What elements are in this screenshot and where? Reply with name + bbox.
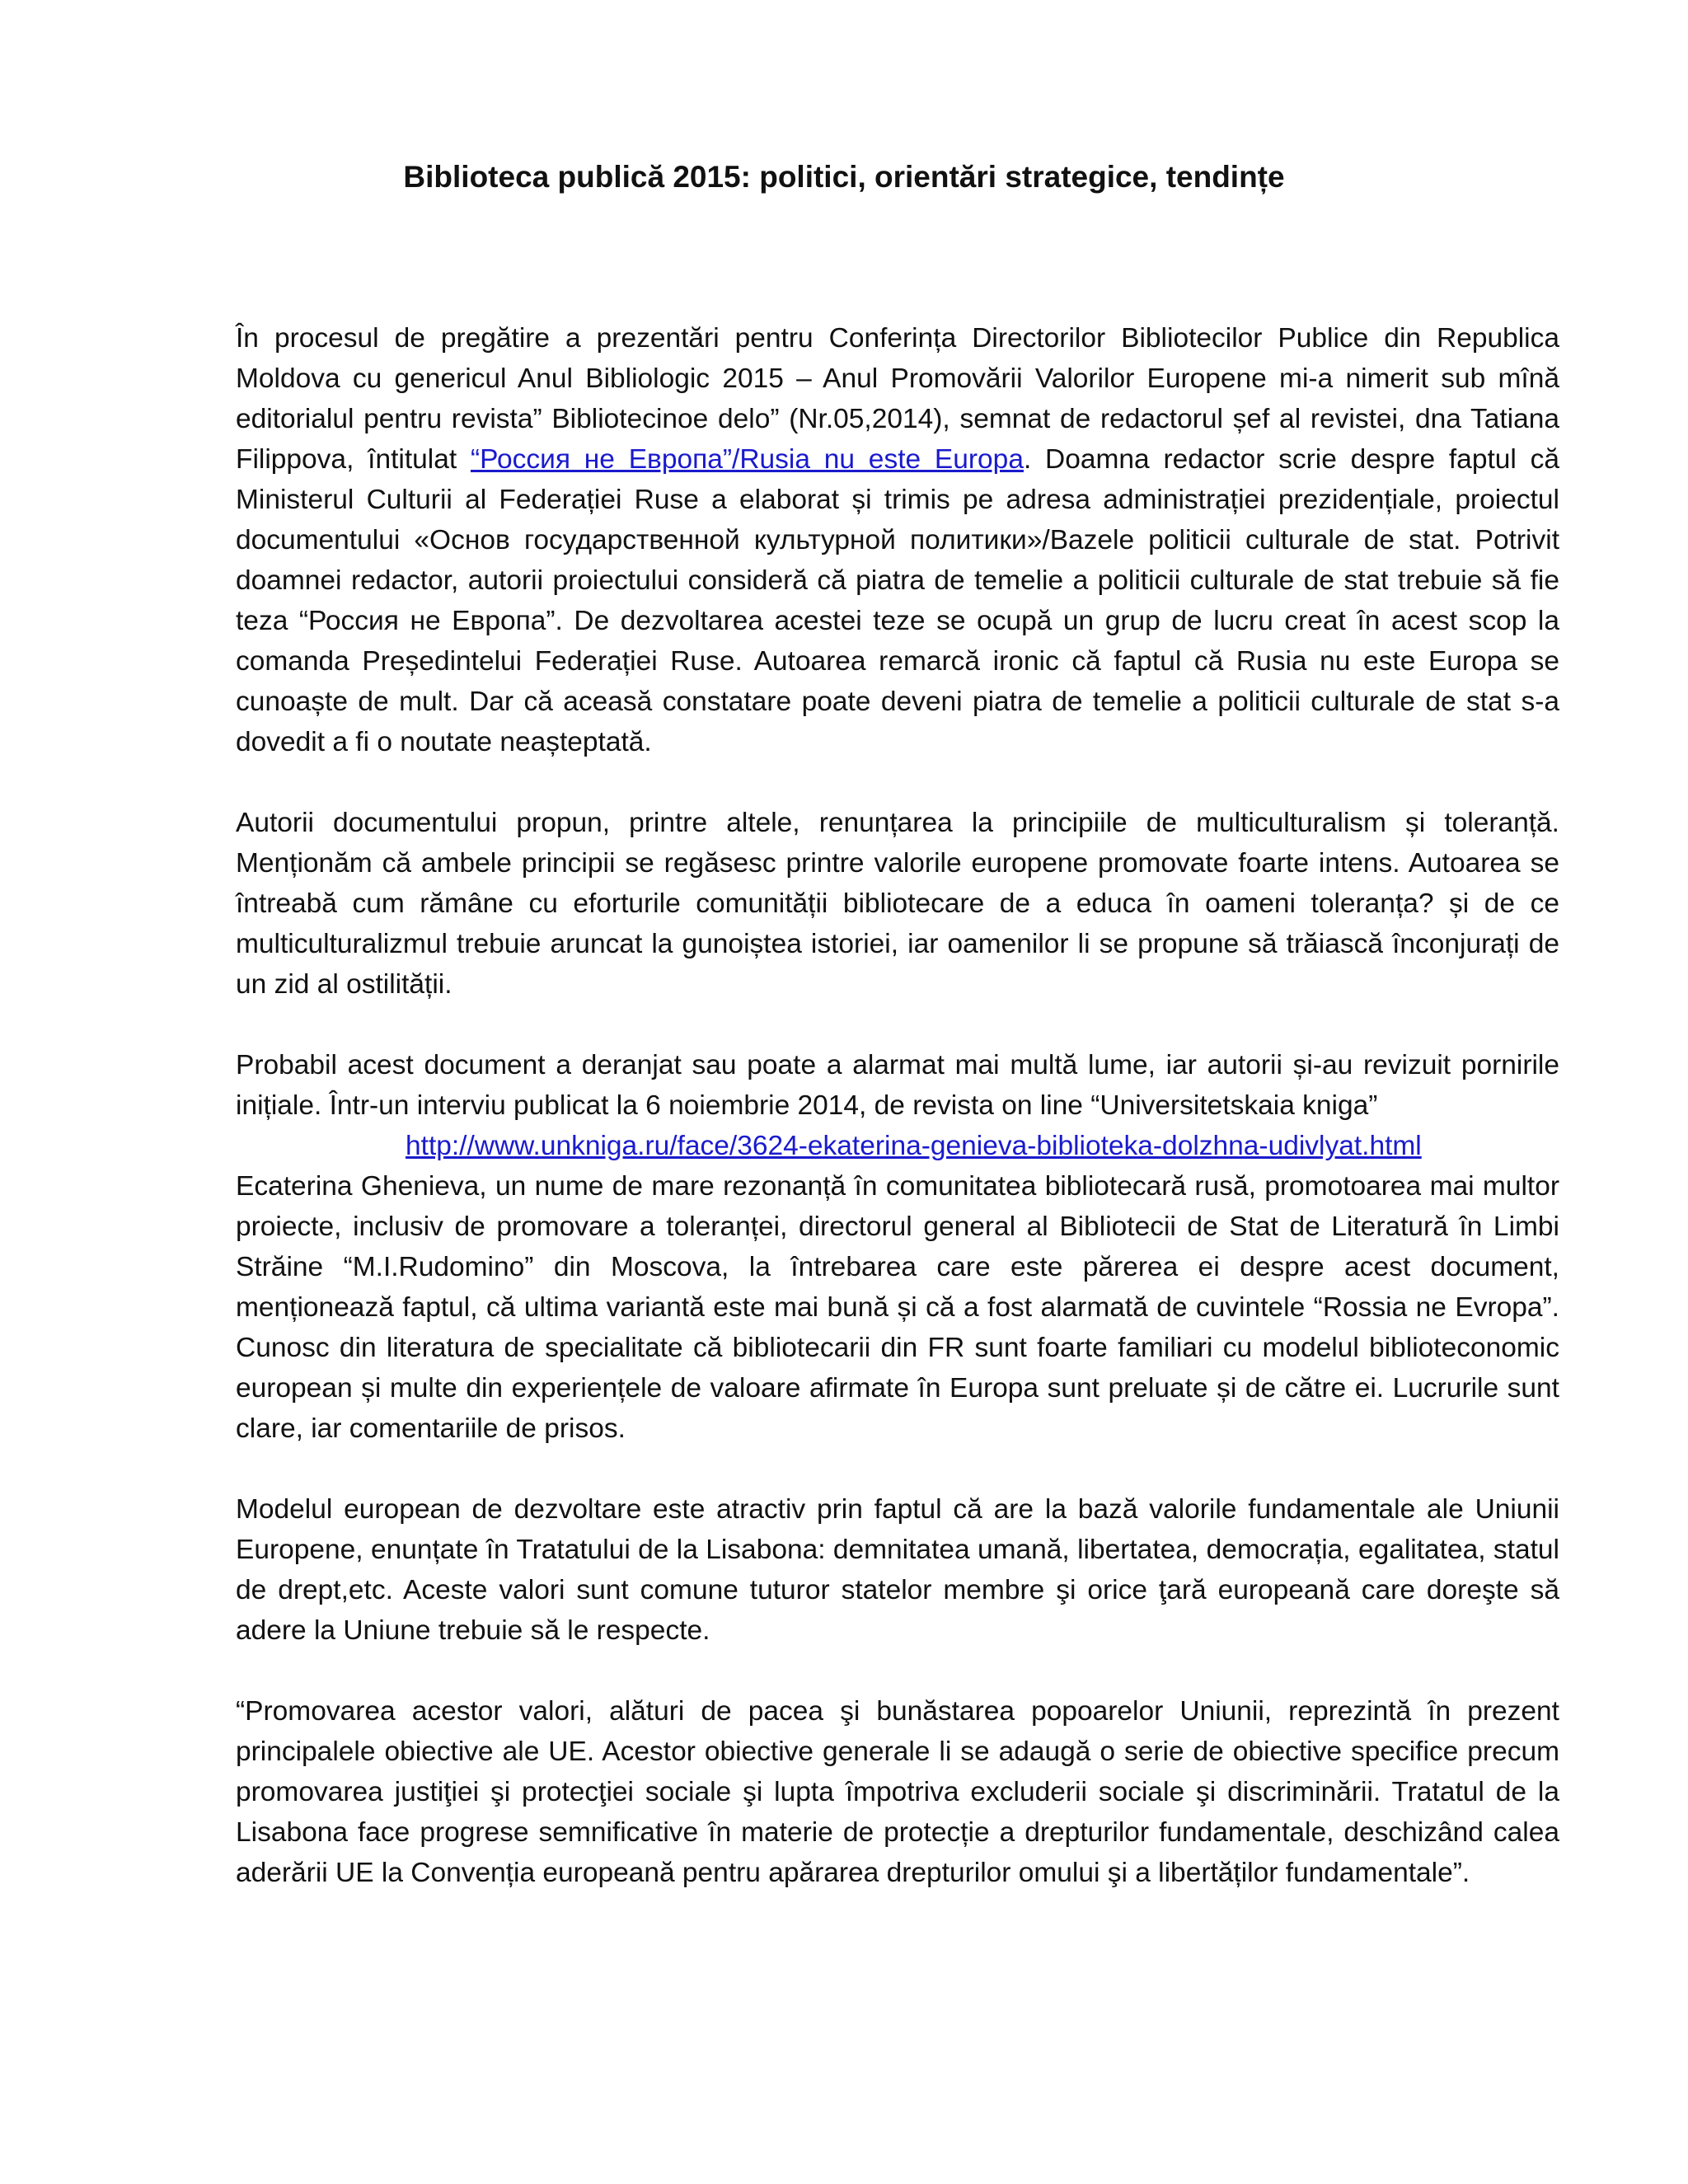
document-body <box>236 318 1559 1933</box>
paragraph-3-text-b: Ecaterina Ghenieva, un nume de mare rezonanță în comunitatea bibliotecară rusă, promotoarea mai multor proiecte, inclusiv de promovare a toleranței, directorul general al Bibliotecii de Stat de Literatură în Limbi Străine “M.I.Rudomino” din Moscova, la întrebarea care este părerea ei despre acest document, menționează faptul, că ultima variantă este mai bună și că a fost alarmată de cuvintele “Rossia ne Evropa”. Cunosc din literatura de specialitate că bibliotecarii din FR sunt foarte familiari cu modelul biblioteconomic european și multe din experiențele de valoare afirmate în Europa sunt preluate și de către ei. Lucrurile sunt clare, iar comentariile de prisos. <box>236 1171 1559 1444</box>
paragraph-3 <box>236 1045 1559 1449</box>
paragraph-3-text-a: Probabil acest document a deranjat sau poate a alarmat mai multă lume, iar autorii și-au revizuit pornirile inițiale. Într-un interviu publicat la 6 noiembrie 2014, de revista on line “Universitetskaia kniga” <box>236 1050 1559 1121</box>
paragraph-1-text-a: În procesul de pregătire a prezentări pentru Conferința Directorilor Bibliotecilor Publice din Republica Moldova cu genericul Anul Bibliologic 2015 – Anul Promovării Valorilor Europene mi-a nimerit sub mînă editorialul pentru revista” Bibliotecinoe delo” (Nr.05,2014), semnat de redactorul șef al revistei, dna Tatiana Filippova, întitulat <box>236 323 1559 475</box>
paragraph-5: “Promovarea acestor valori, alături de pacea şi bunăstarea popoarelor Uniunii, reprezintă în prezent principalele obiective ale UE. Acestor obiective generale li se adaugă o serie de obiective specifice precum promovarea justiţiei şi protecţiei sociale şi lupta împotriva excluderii sociale şi discriminării. Tratatul de la Lisabona face progrese semnificative în materie de protecție a drepturilor fundamentale, deschizând calea aderării UE la Convenția europeană pentru apărarea drepturilor omului şi a libertăților fundamentale”. <box>236 1696 1559 1888</box>
paragraph-2: Autorii documentului propun, printre altele, renunțarea la principiile de multiculturalism și toleranță. Menționăm că ambele principii se regăsesc printre valorile europene promovate foarte intens. Autoarea se întreabă cum rămâne cu eforturile comunității bibliotecare de a educa în oameni toleranța? și de ce multiculturalizmul trebuie aruncat la gunoiștea istoriei, iar oamenilor li se propune să trăiască înconjurați de un zid al ostilității. <box>236 808 1559 1000</box>
paragraph-4: Modelul european de dezvoltare este atractiv prin faptul că are la bază valorile fundamentale ale Uniunii Europene, enunțate în Tratatului de la Lisabona: demnitatea umană, libertatea, democrația, egalitatea, statul de drept,etc. Aceste valori sunt comune tuturor statelor membre şi orice ţară europeană care doreşte să adere la Uniune trebuie să le respecte. <box>236 1494 1559 1646</box>
article-link[interactable]: “Россия не Европа”/Rusia nu este Europa <box>470 444 1024 475</box>
document-title: Biblioteca publică 2015: politici, orientări strategice, tendințe <box>403 160 1285 194</box>
paragraph-1-text-b: . Doamna redactor scrie despre faptul că Ministerul Culturii al Federației Ruse a elaborat și trimis pe adresa administrației prezidențiale, proiectul documentului «Основ государственной культурной политики»/Bazele politicii culturale de stat. Potrivit doamnei redactor, autorii proiectului consideră că piatra de temelie a politicii culturale de stat trebuie să fie teza “Россия не Европа”. De dezvoltarea acestei teze se ocupă un grup de lucru creat în acest scop la comanda Președintelui Federației Ruse. Autoarea remarcă ironic că faptul că Rusia nu este Europa se cunoaște de mult. Dar că aceasă constatare poate deveni piatra de temelie a politicii culturale de stat s-a dovedit a fi o noutate neașteptată. <box>236 444 1559 757</box>
interview-url-link[interactable]: http://www.unkniga.ru/face/3624-ekaterina-genieva-biblioteka-dolzhna-udivlyat.html <box>406 1131 1422 1161</box>
paragraph-1 <box>236 318 1559 762</box>
